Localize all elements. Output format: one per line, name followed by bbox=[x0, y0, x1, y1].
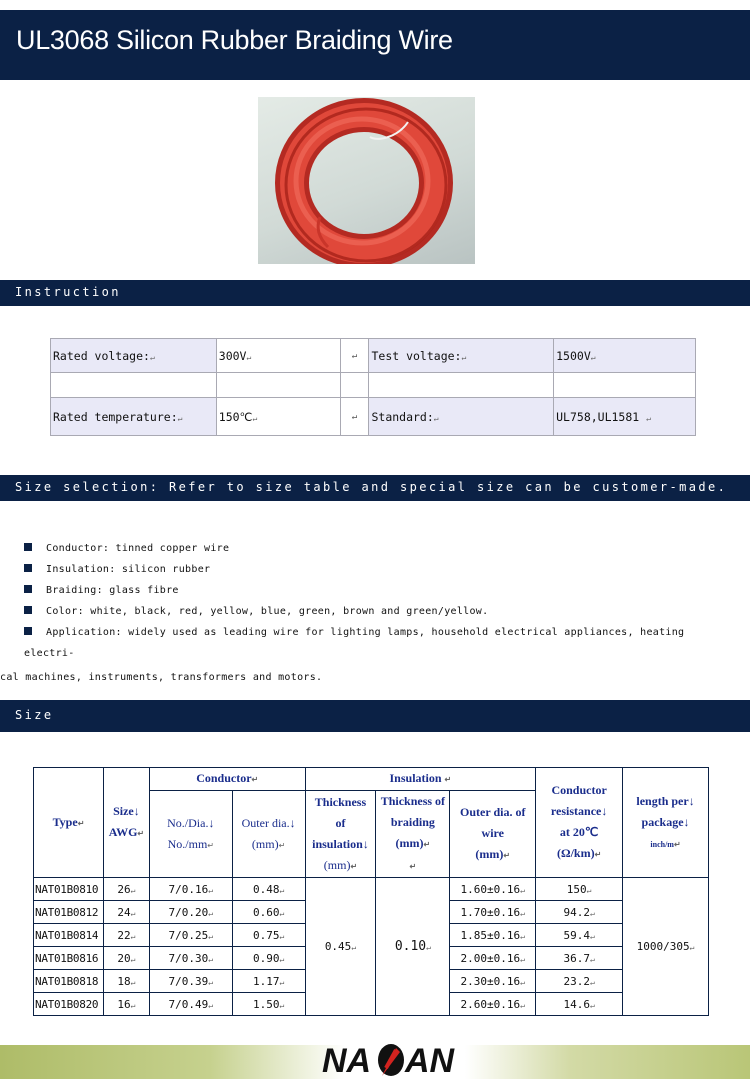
header-conductor: Conductor↵ bbox=[149, 768, 305, 791]
svg-text:AN: AN bbox=[405, 1042, 455, 1080]
spec-cell: 300V↵ bbox=[216, 339, 340, 373]
square-bullet-icon bbox=[24, 606, 32, 614]
spec-cell: 150℃↵ bbox=[216, 398, 340, 436]
table-header-row bbox=[34, 768, 709, 791]
list-item: Braiding: glass fibre bbox=[24, 580, 724, 601]
cell-outer-dia: 0.90↵ bbox=[232, 947, 305, 970]
page-title: UL3068 Silicon Rubber Braiding Wire bbox=[16, 25, 453, 55]
cell-outer-wire: 2.60±0.16↵ bbox=[450, 993, 536, 1016]
cell-resistance: 14.6↵ bbox=[536, 993, 623, 1016]
cell-type: NAT01B0812 bbox=[34, 901, 104, 924]
title-banner bbox=[0, 10, 750, 80]
square-bullet-icon bbox=[24, 627, 32, 635]
header-awg: Size↓ AWG↵ bbox=[103, 768, 149, 878]
naoan-logo-icon bbox=[320, 1038, 460, 1082]
cell-awg: 20↵ bbox=[103, 947, 149, 970]
table-row bbox=[34, 878, 709, 901]
list-item-continuation: cal machines, instruments, transformers and motors. bbox=[0, 672, 323, 683]
cell-thickness-insulation: 0.45↵ bbox=[305, 878, 376, 1016]
spec-cell: ↵ bbox=[340, 339, 369, 373]
cell-no-dia: 7/0.39↵ bbox=[149, 970, 232, 993]
header-outer-wire: Outer dia. of wire (mm)↵ bbox=[450, 791, 536, 878]
size-selection-heading: Size selection: Refer to size table and special size can be customer-made. bbox=[15, 480, 728, 494]
spec-row bbox=[51, 339, 696, 373]
cell-outer-dia: 1.50↵ bbox=[232, 993, 305, 1016]
cell-awg: 24↵ bbox=[103, 901, 149, 924]
spec-row bbox=[51, 398, 696, 436]
header-thickness-braiding: Thickness of braiding (mm)↵ ↵ bbox=[376, 791, 450, 878]
cell-awg: 26↵ bbox=[103, 878, 149, 901]
cell-type: NAT01B0818 bbox=[34, 970, 104, 993]
spec-cell: Rated voltage:↵ bbox=[51, 339, 217, 373]
size-selection-banner bbox=[0, 475, 750, 501]
cell-outer-dia: 0.75↵ bbox=[232, 924, 305, 947]
spec-cell bbox=[51, 373, 217, 398]
spec-cell: Test voltage:↵ bbox=[369, 339, 554, 373]
header-length: length per↓ package↓ inch/m↵ bbox=[623, 768, 709, 878]
header-outer-dia: Outer dia.↓ (mm)↵ bbox=[232, 791, 305, 878]
cell-awg: 22↵ bbox=[103, 924, 149, 947]
spec-cell bbox=[216, 373, 340, 398]
cell-outer-wire: 1.60±0.16↵ bbox=[450, 878, 536, 901]
cell-resistance: 23.2↵ bbox=[536, 970, 623, 993]
square-bullet-icon bbox=[24, 585, 32, 593]
product-photo bbox=[258, 97, 475, 264]
cell-no-dia: 7/0.30↵ bbox=[149, 947, 232, 970]
list-item: Conductor: tinned copper wire bbox=[24, 538, 724, 559]
cell-outer-wire: 1.85±0.16↵ bbox=[450, 924, 536, 947]
spec-table bbox=[50, 338, 696, 436]
cell-length: 1000/305↵ bbox=[623, 878, 709, 1016]
cell-outer-dia: 1.17↵ bbox=[232, 970, 305, 993]
cell-outer-wire: 2.00±0.16↵ bbox=[450, 947, 536, 970]
cell-type: NAT01B0820 bbox=[34, 993, 104, 1016]
spec-cell: Rated temperature:↵ bbox=[51, 398, 217, 436]
cell-resistance: 150↵ bbox=[536, 878, 623, 901]
cell-awg: 18↵ bbox=[103, 970, 149, 993]
square-bullet-icon bbox=[24, 564, 32, 572]
cell-thickness-braiding: 0.10↵ bbox=[376, 878, 450, 1016]
list-item: Color: white, black, red, yellow, blue, green, brown and green/yellow. bbox=[24, 601, 724, 622]
feature-list bbox=[0, 538, 724, 692]
cell-resistance: 36.7↵ bbox=[536, 947, 623, 970]
cell-resistance: 59.4↵ bbox=[536, 924, 623, 947]
wire-coil-icon bbox=[258, 97, 475, 264]
cell-awg: 16↵ bbox=[103, 993, 149, 1016]
header-insulation: Insulation ↵ bbox=[305, 768, 536, 791]
size-table bbox=[33, 767, 709, 1016]
header-thickness-insulation: Thickness of insulation↓ (mm)↵ bbox=[305, 791, 376, 878]
instruction-banner bbox=[0, 280, 750, 306]
spec-row bbox=[51, 373, 696, 398]
size-banner bbox=[0, 700, 750, 732]
cell-type: NAT01B0816 bbox=[34, 947, 104, 970]
cell-outer-wire: 1.70±0.16↵ bbox=[450, 901, 536, 924]
cell-no-dia: 7/0.20↵ bbox=[149, 901, 232, 924]
cell-outer-dia: 0.48↵ bbox=[232, 878, 305, 901]
size-heading: Size bbox=[15, 708, 54, 722]
spec-cell: 1500V↵ bbox=[554, 339, 696, 373]
spec-cell bbox=[554, 373, 696, 398]
spec-cell: Standard:↵ bbox=[369, 398, 554, 436]
header-type: Type↵ bbox=[34, 768, 104, 878]
cell-outer-dia: 0.60↵ bbox=[232, 901, 305, 924]
instruction-heading: Instruction bbox=[15, 285, 121, 299]
cell-no-dia: 7/0.49↵ bbox=[149, 993, 232, 1016]
spec-cell bbox=[340, 373, 369, 398]
brand-logo bbox=[320, 1038, 460, 1082]
cell-outer-wire: 2.30±0.16↵ bbox=[450, 970, 536, 993]
square-bullet-icon bbox=[24, 543, 32, 551]
cell-resistance: 94.2↵ bbox=[536, 901, 623, 924]
cell-no-dia: 7/0.16↵ bbox=[149, 878, 232, 901]
cell-type: NAT01B0810 bbox=[34, 878, 104, 901]
spec-cell bbox=[369, 373, 554, 398]
spec-cell: UL758,UL1581 ↵ bbox=[554, 398, 696, 436]
svg-text:NA: NA bbox=[322, 1042, 372, 1080]
list-item: Application: widely used as leading wire for lighting lamps, household electrical appliances, heating electri- bbox=[24, 627, 685, 659]
header-no-dia: No./Dia.↓ No./mm↵ bbox=[149, 791, 232, 878]
cell-type: NAT01B0814 bbox=[34, 924, 104, 947]
header-resistance: Conductor resistance↓ at 20℃ (Ω/km)↵ bbox=[536, 768, 623, 878]
list-item: Insulation: silicon rubber bbox=[24, 559, 724, 580]
spec-cell: ↵ bbox=[340, 398, 369, 436]
cell-no-dia: 7/0.25↵ bbox=[149, 924, 232, 947]
